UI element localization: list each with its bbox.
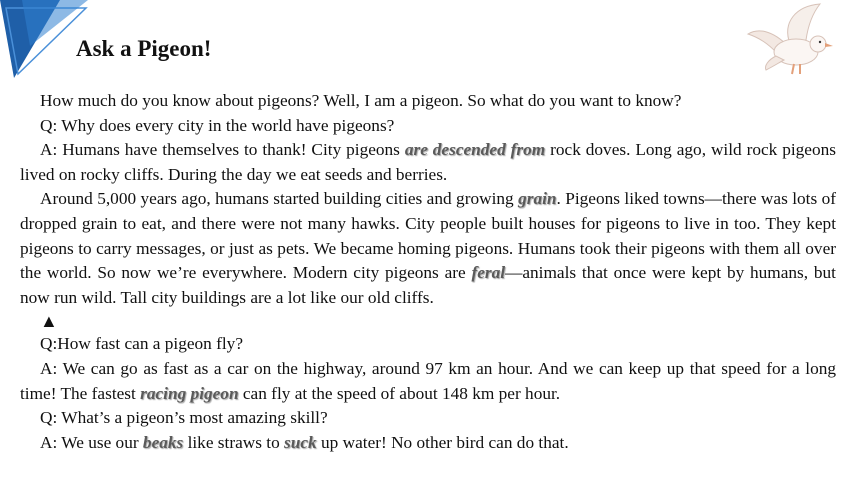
question-2: Q:How fast can a pigeon fly? xyxy=(40,334,243,354)
paragraph-intro: How much do you know about pigeons? Well, I am a pigeon. So what do you want to know? xyxy=(40,91,682,110)
keyword-grain: grain xyxy=(518,189,557,209)
keyword-are-descended-from: are descended from xyxy=(404,140,546,160)
paragraph-history: Around 5,000 years ago, humans started building cities and growing grain. Pigeons liked towns—there was lots of dropped grain to eat, and there were not many hawks. City people built houses for pigeons to live in too. They kept pigeons to carry messages, or just as pets. We became homing pigeons. Humans took their pigeons with them all over the world. So now we’re everywhere. Modern city pigeons are feral—animals that once were kept by humans, but now run wild. Tall city buildings are a lot like our old cliffs. xyxy=(20,189,836,307)
article-body xyxy=(20,89,836,455)
page-title: Ask a Pigeon! xyxy=(76,36,212,61)
question-3: Q: What’s a pigeon’s most amazing skill? xyxy=(40,408,328,428)
question-1: Q: Why does every city in the world have pigeons? xyxy=(40,115,395,135)
triangle-marker: ▲ xyxy=(40,311,58,332)
keyword-beaks: beaks xyxy=(142,432,184,452)
answer-1: A: Humans have themselves to thank! City pigeons are descended from rock doves. Long ago, wild rock pigeons lived on rocky cliffs. During the day we eat seeds and berries. xyxy=(20,140,836,184)
answer-3: A: We use our beaks like straws to suck up water! No other bird can do that. xyxy=(40,432,569,452)
keyword-feral: feral xyxy=(471,263,506,283)
answer-2: A: We can go as fast as a car on the highway, around 97 km an hour. And we can keep up that speed for a long time! The fastest racing pigeon can fly at the speed of about 148 km per hour. xyxy=(20,358,836,403)
keyword-racing-pigeon: racing pigeon xyxy=(140,383,239,403)
keyword-suck: suck xyxy=(284,432,317,452)
dove-icon xyxy=(742,0,846,80)
